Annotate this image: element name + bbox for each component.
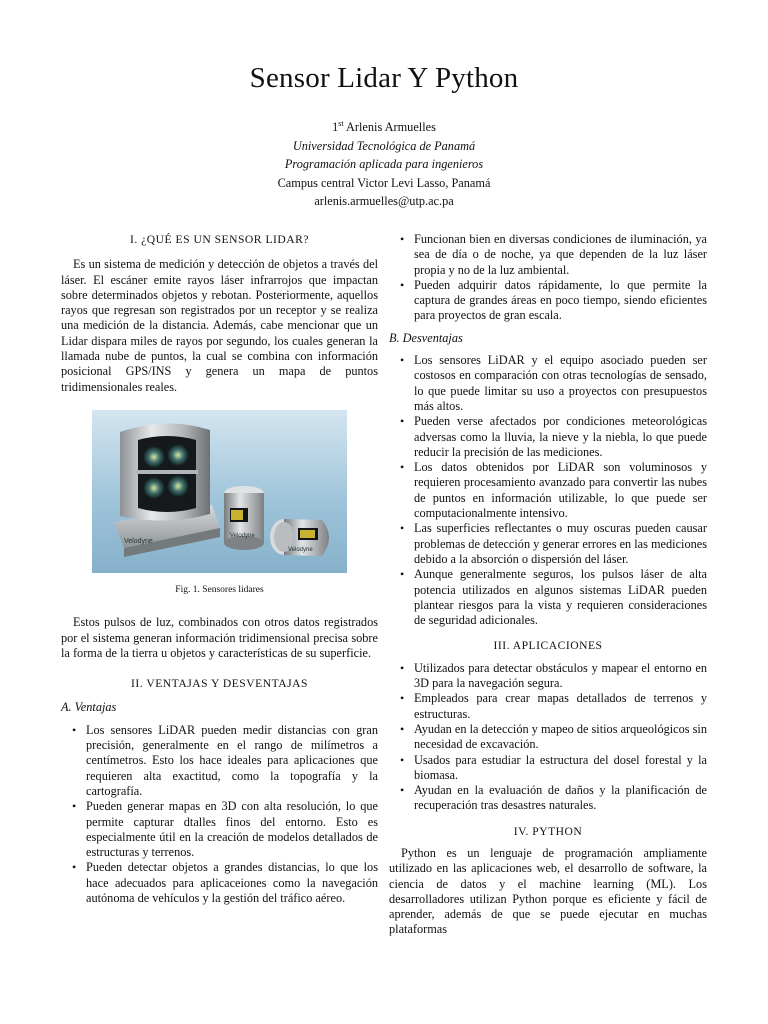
list-item: • Los sensores LiDAR pueden medir distancias con gran precisión, generalmente en el rango de milímetros a centímetros. Esto los hace ideales para aplicaciones que requieren alta exactitud, como la topografía y la cartografía. xyxy=(72,722,378,798)
section-1-paragraph-2: Estos pulsos de luz, combinados con otros datos registrados por el sistema generan información tridimensional precisa sobre la forma de la tierra u objetos y características de su superficie. xyxy=(61,615,378,660)
bullet-icon: • xyxy=(400,414,405,429)
list-item: • Los datos obtenidos por LiDAR son voluminosos y requieren procesamiento avanzado para convertir las nubes de puntos en información utilizable, lo que puede ser computacionalmente intensivo. xyxy=(400,460,707,521)
bullet-icon: • xyxy=(72,799,77,814)
list-item: • Aunque generalmente seguros, los pulsos láser de alta potencia utilizados en algunos sistemas LiDAR pueden plantear riesgos para la vista y requieren consideraciones de seguridad adicionales. xyxy=(400,567,707,628)
subsection-heading-ventajas: A. Ventajas xyxy=(61,700,117,715)
figure-caption: Fig. 1. Sensores lidares xyxy=(175,584,264,595)
bullet-icon: • xyxy=(400,460,405,475)
author-name: Arlenis Armuelles xyxy=(346,120,436,134)
bullet-icon: • xyxy=(400,353,405,368)
bullet-icon: • xyxy=(400,721,405,736)
author-ordinal-sup: st xyxy=(338,119,344,128)
author-ordinal: 1 xyxy=(332,120,339,134)
bullet-icon: • xyxy=(400,567,405,582)
affiliation-university: Universidad Tecnológica de Panamá xyxy=(292,138,476,153)
list-item: • Ayudan en la evaluación de daños y la planificación de recuperación tras desastres naturales. xyxy=(400,783,707,813)
bullet-icon: • xyxy=(400,691,405,706)
ventajas-list xyxy=(61,723,378,907)
svg-text:Velodyne: Velodyne xyxy=(230,532,255,539)
list-item: • Utilizados para detectar obstáculos y mapear el entorno en 3D para la navegación segura. xyxy=(400,660,707,691)
bullet-icon: • xyxy=(400,521,405,536)
list-item: • Pueden verse afectados por condiciones meteorológicas adversas como la lluvia, la nieve y la niebla, lo que puede reducir la precisión de las mediciones. xyxy=(400,414,707,459)
affiliation-campus: Campus central Victor Levi Lasso, Panamá xyxy=(277,175,491,190)
bullet-icon: • xyxy=(400,752,405,767)
author-block xyxy=(0,118,768,211)
list-item: • Los sensores LiDAR y el equipo asociado pueden ser costosos en comparación con otras tecnologías de sensado, lo que puede limitar su uso a proyectos con presupuestos más altos. xyxy=(400,353,707,413)
bullet-icon: • xyxy=(72,860,77,875)
aplicaciones-list xyxy=(389,661,707,814)
right-column xyxy=(389,232,707,938)
list-item: • Las superficies reflectantes o muy oscuras pueden causar problemas de detección y generar errores en las mediciones debido a la absorción o dispersión del láser. xyxy=(400,521,707,566)
list-item: • Pueden detectar objetos a grandes distancias, lo que los hace adecuados para aplicaceiones como la navegación autónoma de vehículos y la gestión del tráfico aéreo. xyxy=(72,860,378,906)
paper-title: Sensor Lidar Y Python xyxy=(249,62,519,94)
ventajas-list-continued xyxy=(389,232,707,324)
bullet-icon: • xyxy=(400,783,405,798)
bullet-icon: • xyxy=(72,722,77,737)
author-email: arlenis.armuelles@utp.ac.pa xyxy=(314,194,454,208)
list-item: • Funcionan bien en diversas condiciones de iluminación, ya sea de día o de noche, ya que dependen de la luz láser propia y no de la luz ambiental. xyxy=(400,232,707,277)
section-heading-1: I. ¿QUÉ ES UN SENSOR LIDAR? xyxy=(129,233,310,246)
section-heading-3: III. APLICACIONES xyxy=(493,639,603,653)
bullet-icon: • xyxy=(400,277,405,292)
subsection-heading-desventajas: B. Desventajas xyxy=(389,330,463,345)
bullet-icon: • xyxy=(400,660,405,675)
section-4-paragraph-1: Python es un lenguaje de programación ampliamente utilizado en las aplicaciones web, el desarrollo de software, la ciencia de datos y el machine learning (ML). Los desarrolladores utilizan Python porque es eficiente y fácil de aprender, además de que se puede ejecutar en muchas plataformas xyxy=(389,845,707,937)
list-item: • Usados para estudiar la estructura del dosel forestal y la biomasa. xyxy=(400,752,707,782)
bullet-icon: • xyxy=(400,232,405,246)
affiliation-course: Programación aplicada para ingenieros xyxy=(284,157,484,171)
desventajas-list xyxy=(389,353,707,628)
lidar-sensors-image xyxy=(92,410,347,573)
section-heading-4: IV. PYTHON xyxy=(513,824,583,838)
section-1-paragraph-1: Es un sistema de medición y detección de objetos a través del láser. El escáner emite rayos láser infrarrojos que impactan sobre determinados objetos y rebotan. Posteriormente, aquellos rayos que regresan son registrados por un receptor y se realiza una medición de la distancia. Además, cabe mencionar que un Lidar dispara miles de rayos por segundo, los cuales generan la llamada nube de puntos, la cual se combina con información posicional GPS/INS y genera un mapa de puntos tridimensionales reales. xyxy=(61,257,378,394)
list-item: • Ayudan en la detección y mapeo de sitios arqueológicos sin necesidad de excavación. xyxy=(400,721,707,752)
author-line xyxy=(0,118,768,137)
list-item: • Empleados para crear mapas detallados de terrenos y estructuras. xyxy=(400,691,707,721)
brand-label: Velodyne xyxy=(124,537,153,545)
figure-lidar-sensors xyxy=(92,410,347,573)
list-item: • Pueden generar mapas en 3D con alta resolución, lo que permite capturar dtalles finos del entorno. Esto es especialmente útil en la creación de modelos detallados de estructuras y terrenos. xyxy=(72,799,378,860)
svg-text:Velodyne: Velodyne xyxy=(288,546,313,553)
section-heading-2: II. VENTAJAS Y DESVENTAJAS xyxy=(131,677,308,691)
list-item: • Pueden adquirir datos rápidamente, lo que permite la captura de grandes áreas en poco tiempo, siendo eficientes para proyectos de gran escala. xyxy=(400,277,707,323)
left-column xyxy=(61,232,378,906)
